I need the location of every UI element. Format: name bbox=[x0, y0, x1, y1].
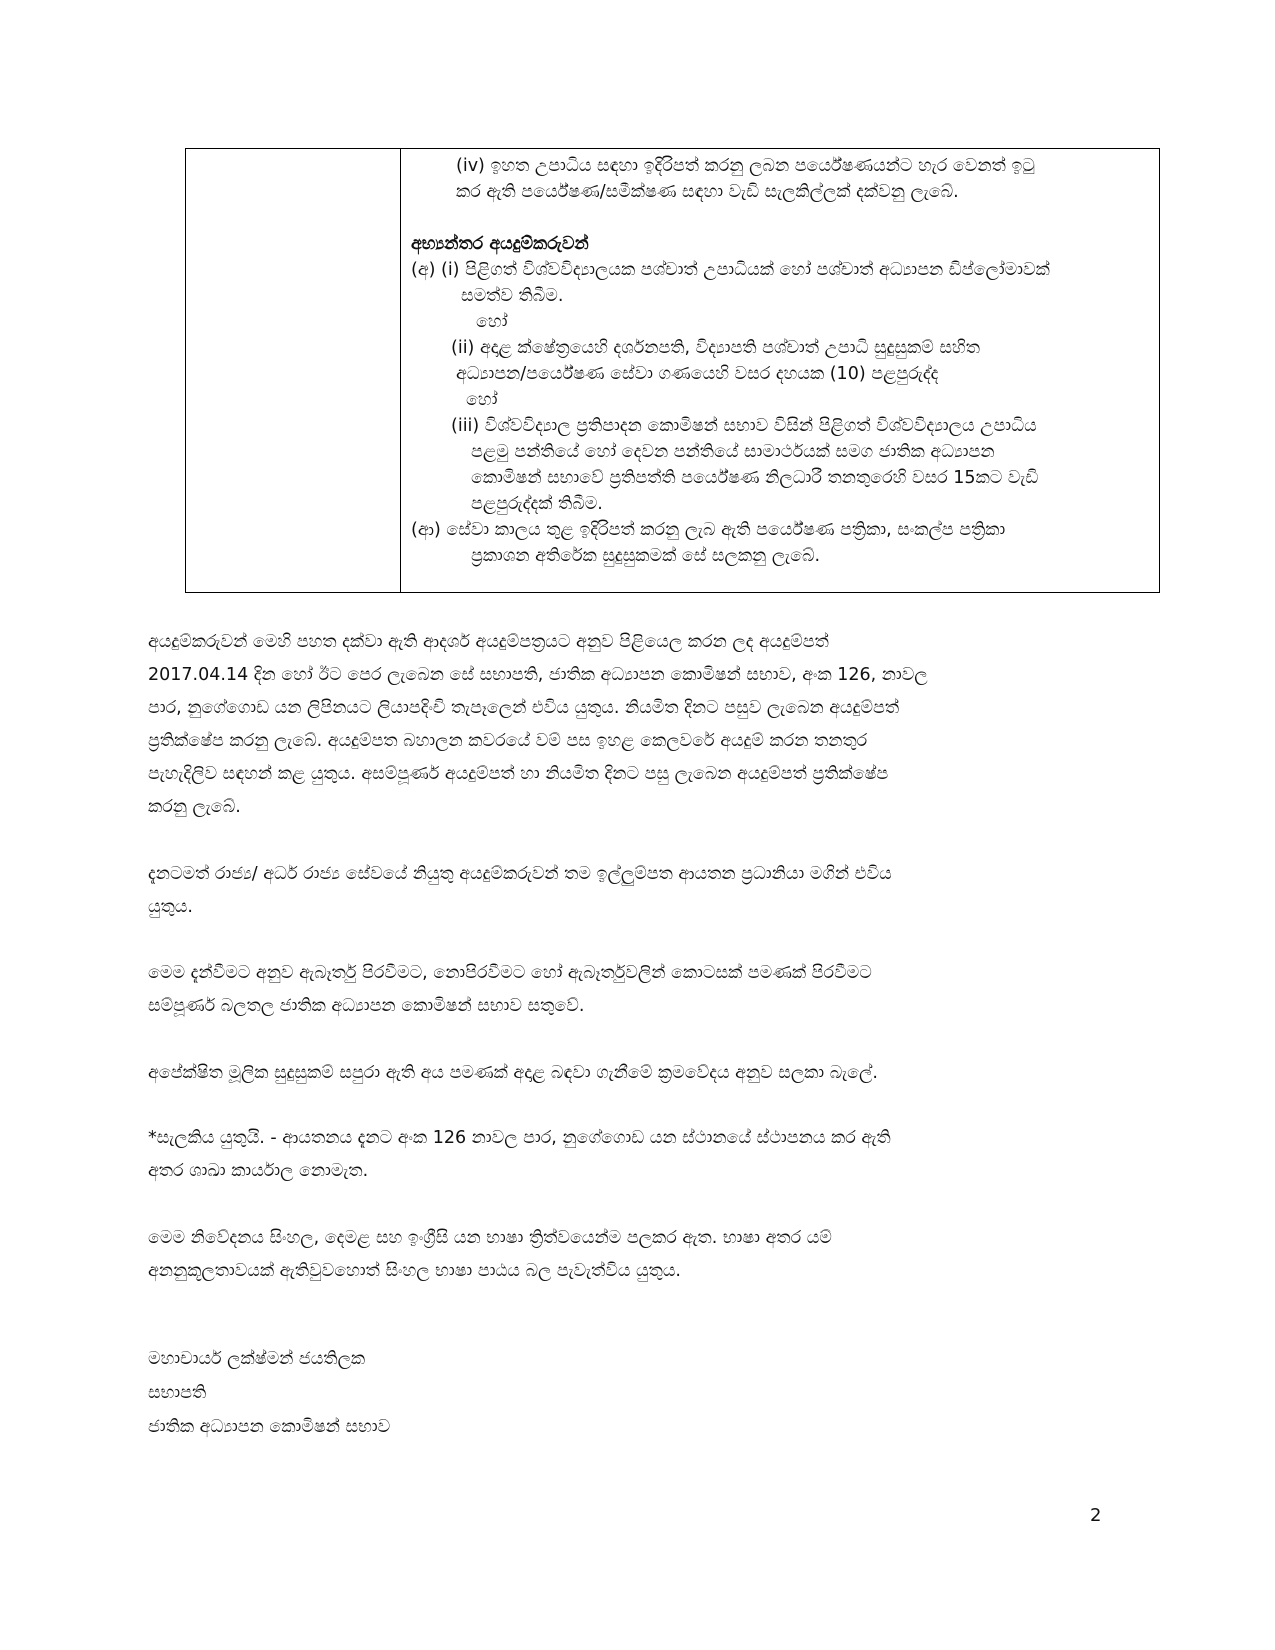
paragraph-application-instructions bbox=[148, 626, 1116, 824]
or-separator-2: හෝ bbox=[466, 390, 498, 410]
paragraph-line: යුතුය. bbox=[148, 897, 193, 917]
item-a-i-line-2: සමත්ව තිබීම. bbox=[461, 286, 564, 306]
item-a-ii-line-1: (ii) අදාළ ක්ෂේත්‍රයෙහි දර්ශනපති, විද්‍යාපති පශ්චාත් උපාධි සුදුසුකම් සහිත bbox=[451, 338, 980, 358]
signatory-title: සභාපති bbox=[148, 1383, 207, 1403]
paragraph-line: මෙම නිවේදනය සිංහල, දෙමළ සහ ඉංග්‍රීසි යන භාෂා ත්‍රිත්වයෙන්ම පලකර ඇත. භාෂා අතර යම් bbox=[148, 1228, 832, 1248]
item-a-iii-line-2: පළමු පන්තියේ හෝ දෙවන පන්තියේ සාමාර්ථයක් සමග ජාතික අධ්‍යාපන bbox=[471, 442, 995, 462]
paragraph-line: කරනු ලැබේ. bbox=[148, 797, 241, 817]
item-a-iii-line-1: (iii) විශ්වවිද්‍යාල ප්‍රතිපාදන කොමිෂන් සභාව විසින් පිළිගත් විශ්වවිද්‍යාලය උපාධිය bbox=[451, 416, 1037, 436]
paragraph-note-location bbox=[148, 1122, 1116, 1188]
qualifications-table bbox=[185, 148, 1160, 593]
qualifications-table-right-cell bbox=[401, 149, 1159, 592]
paragraph-government-employees bbox=[148, 858, 1116, 924]
paragraph-line: අයදුම්කරුවන් මෙහි පහත දක්වා ඇති ආදර්ශ අයදුම්පත්‍රයට අනුව පිළියෙල කරන ලද අයදුම්පත් bbox=[148, 632, 829, 652]
paragraph-languages bbox=[148, 1222, 1116, 1288]
paragraph-line: අනනුකූලතාවයක් ඇතිවුවහොත් සිංහල භාෂා පාඨය බල පැවැත්විය යුතුය. bbox=[148, 1261, 681, 1281]
paragraph-line: සම්පූර්ණ බලතල ජාතික අධ්‍යාපන කොමිෂන් සභාව සතුවේ. bbox=[148, 996, 585, 1016]
paragraph-line: පැහැදිලිව සඳහන් කළ යුතුය. අසම්පූර්ණ අයදුම්පත් හා නියමිත දිනට පසු ලැබෙන අයදුම්පත් ප්‍රතික්ෂේප bbox=[148, 764, 889, 784]
item-a-iii-line-3: කොමිෂන් සභාවේ ප්‍රතිපත්ති පර්යේෂණ නිලධාරී තනතුරෙහි වසර 15කට වැඩි bbox=[471, 468, 1039, 488]
item-aa-line-2: ප්‍රකාශන අතිරේක සුදුසුකමක් සේ සලකනු ලැබේ. bbox=[471, 546, 821, 566]
paragraph-eligibility bbox=[148, 1057, 1116, 1090]
paragraph-line: අපේක්ෂිත මූලික සුදුසුකම් සපුරා ඇති අය පමණක් අදාළ බඳවා ගැනීමේ ක්‍රමවේදය අනුව සලකා බැලේ. bbox=[148, 1063, 878, 1083]
paragraph-line: පාර, නුගේගොඩ යන ලිපිනයට ලියාපදිංචි තැපෑලෙන් එවිය යුතුය. නියමිත දිනට පසුව ලැබෙන අයදුම්පත් bbox=[148, 698, 900, 718]
item-iv-line-2: කර ඇති පර්යේෂණ/සමීක්ෂණ සඳහා වැඩි සැලකිල්ලක් දක්වනු ලැබේ. bbox=[456, 182, 959, 202]
paragraph-vacancy-rights bbox=[148, 957, 1116, 1023]
paragraph-line: දැනටමත් රාජ්‍ය/ අර්ධ රාජ්‍ය සේවයේ නියුතු අයදුම්කරුවන් තම ඉල්ලුම්පත ආයතන ප්‍රධානියා මගින් එවිය bbox=[148, 864, 892, 884]
item-aa-line-1: (ආ) සේවා කාලය තුළ ඉදිරිපත් කරනු ලැබ ඇති පර්යේෂණ පත්‍රිකා, සංකල්ප පත්‍රිකා bbox=[411, 520, 1006, 540]
internal-applicants-heading: අභ්‍යන්තර අයදුම්කරුවන් bbox=[411, 234, 589, 254]
paragraph-line: අතර ශාඛා කාර්යාල නොමැත. bbox=[148, 1161, 369, 1181]
signatory-organization: ජාතික අධ්‍යාපන කොමිෂන් සභාව bbox=[148, 1417, 391, 1437]
signature-block bbox=[148, 1342, 390, 1444]
item-a-iii-line-4: පළපුරුද්දක් තිබීම. bbox=[471, 494, 603, 514]
item-iv-line-1: (iv) ඉහත උපාධිය සඳහා ඉදිරිපත් කරනු ලබන පර්යේෂණයන්ට හැර වෙනත් ඉටු bbox=[456, 156, 1035, 176]
page-number: 2 bbox=[1090, 1505, 1102, 1526]
item-a-ii-line-2: අධ්‍යාපන/පර්යේෂණ සේවා ගණයෙහි වසර දහයක (10) පළපුරුද්ද bbox=[456, 364, 939, 384]
paragraph-line: *සැලකිය යුතුයි. - ආයතනය දැනට අංක 126 නාවල පාර, නුගේගොඩ යන ස්ථානයේ ස්ථාපනය කර ඇති bbox=[148, 1128, 891, 1148]
spacer bbox=[411, 205, 1149, 231]
or-separator-1: හෝ bbox=[476, 312, 508, 332]
paragraph-line: මෙම දැන්වීමට අනුව ඇබෑර්තු පිරවීමට, නොපිරවීමට හෝ ඇබෑර්තුවලින් කොටසක් පමණක් පිරවීමට bbox=[148, 963, 872, 983]
qualifications-table-left-cell bbox=[186, 149, 401, 592]
paragraph-line: 2017.04.14 දින හෝ ඊට පෙර ලැබෙන සේ සභාපති, ජාතික අධ්‍යාපන කොමිෂන් සභාව, අංක 126, නාවල bbox=[148, 665, 928, 685]
signatory-name: මහාචාර්ය ලක්ෂ්මන් ජයතිලක bbox=[148, 1349, 366, 1369]
item-a-i-line-1: (අ) (i) පිළිගත් විශ්වවිද්‍යාලයක පශ්චාත් උපාධියක් හෝ පශ්චාත් අධ්‍යාපන ඩිප්ලෝමාවක් bbox=[411, 260, 1050, 280]
paragraph-line: ප්‍රතික්ෂේප කරනු ලැබේ. අයදුම්පත බහාලන කවරයේ වම් පස ඉහළ කෙලවරේ අයදුම් කරන තනතුර bbox=[148, 731, 868, 751]
